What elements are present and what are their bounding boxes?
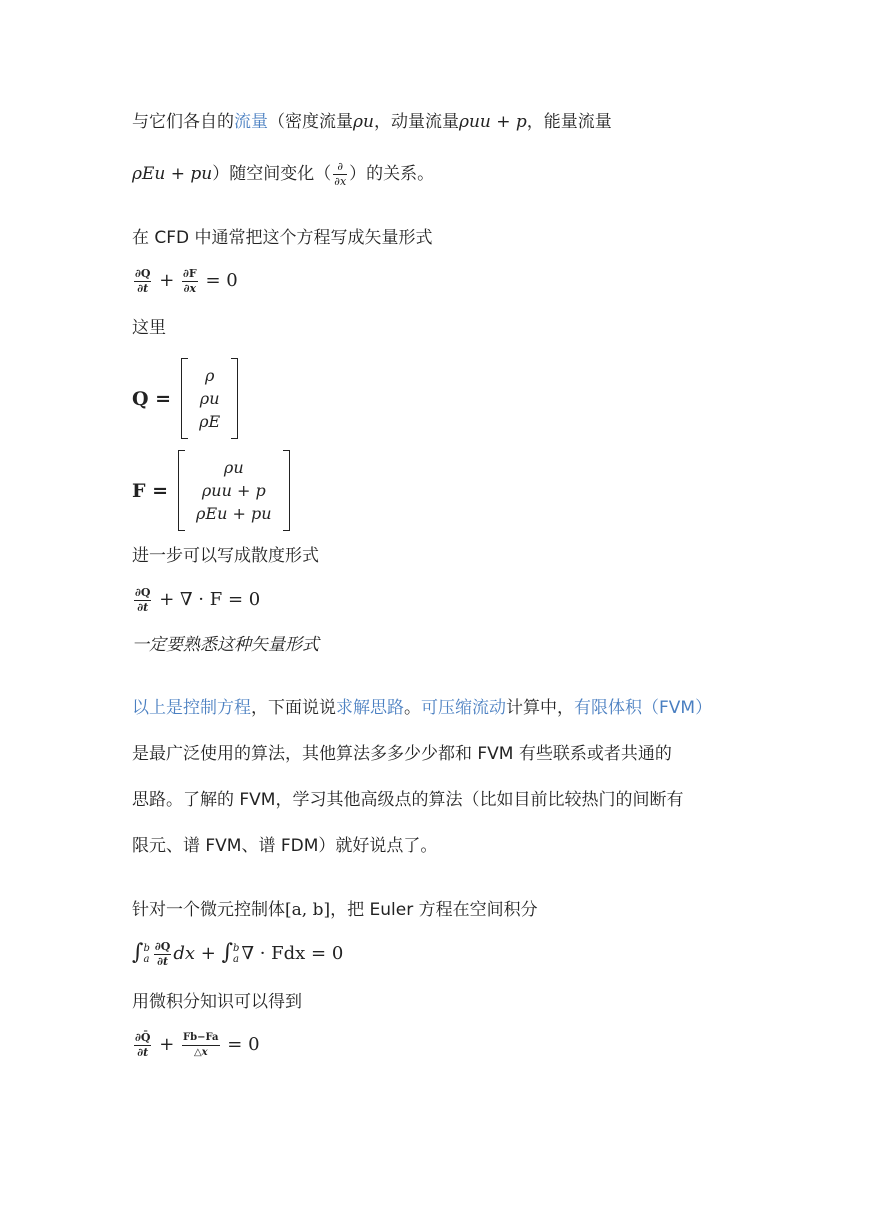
text: 针对一个微元控制体 <box>132 900 285 920</box>
divergence-equation <box>132 585 260 615</box>
para1-line1 <box>132 108 612 136</box>
text: ，把 Euler 方程在空间积分 <box>330 900 538 920</box>
integral-limits: b a <box>233 943 240 965</box>
matrix-Q <box>132 358 238 439</box>
matrix-Q-row: ρ <box>204 366 215 385</box>
matrix-F-row: ρEu + pu <box>196 504 272 523</box>
matrix-F-row: ρuu + p <box>201 481 266 500</box>
equation-rest: ∇ · Fdx = 0 <box>241 943 344 964</box>
para2-heading: 在 CFD 中通常把这个方程写成矢量形式 <box>132 228 433 248</box>
dF-dx-fraction: $\frac{\partial F}{\partial x}$ <box>183 266 197 295</box>
plus-sign: + <box>159 1034 175 1055</box>
divergence-heading: 进一步可以写成散度形式 <box>132 546 319 566</box>
matrix-Q-bracket <box>181 358 238 439</box>
fvm-link[interactable]: 有限体积（FVM） <box>574 698 713 718</box>
math-momentum-flux: ρuu + p <box>458 112 527 132</box>
matrix-Q-label: Q = <box>132 387 172 410</box>
plus-sign: + <box>159 270 175 291</box>
discrete-equation <box>132 1030 260 1060</box>
integral-equation <box>132 938 343 969</box>
para4-line2: 是最广泛使用的算法，其他算法多多少少都和 FVM 有些联系或者共通的 <box>132 744 672 764</box>
text: 。 <box>404 698 421 718</box>
partial-x-fraction: $\frac{\partial}{\partial x}$ <box>334 159 347 188</box>
para4-line1 <box>132 694 712 722</box>
dQbar-dt-fraction: $\frac{\partial Q̄}{\partial t}$ <box>135 1030 151 1059</box>
text: 计算中， <box>506 698 574 718</box>
integral-symbol: ∫ <box>221 940 234 965</box>
math-energy-flux: ρEu + pu <box>132 164 213 184</box>
text: ，下面说说 <box>251 698 336 718</box>
flux-difference-fraction: $\frac{Fb-Fa}{\triangle x}$ <box>183 1031 219 1058</box>
matrix-Q-row: ρE <box>199 412 221 431</box>
equation-rest: + ∇ · F = 0 <box>159 589 261 610</box>
matrix-Q-row: ρu <box>199 389 220 408</box>
text: （密度流量 <box>268 112 353 132</box>
compressible-flow-link[interactable]: 可压缩流动 <box>421 698 506 718</box>
flux-link[interactable]: 流量 <box>234 112 268 132</box>
integral-limits: b a <box>143 943 150 965</box>
equation-rhs: = 0 <box>227 1034 260 1055</box>
integral-symbol: ∫ <box>132 940 144 965</box>
para5-line3: 用微积分知识可以得到 <box>132 992 302 1012</box>
governing-equation-link[interactable]: 以上是控制方程 <box>132 698 251 718</box>
matrix-F-bracket <box>178 450 290 531</box>
text: ，能量流量 <box>526 112 612 132</box>
solution-idea-link[interactable]: 求解思路 <box>336 698 404 718</box>
text: ，动量流量 <box>373 112 459 132</box>
para4-line3: 思路。了解的 FVM，学习其他高级点的算法（比如目前比较热门的间断有 <box>132 790 684 810</box>
vector-equation <box>132 266 238 296</box>
dQ-dt-fraction: $\frac{\partial Q}{\partial t}$ <box>135 585 151 614</box>
text: ）的关系。 <box>349 164 435 184</box>
para4-line4: 限元、谱 FVM、谱 FDM）就好说点了。 <box>132 836 438 856</box>
math-rho-u: ρu <box>353 112 374 132</box>
matrix-F-label: F = <box>132 479 169 502</box>
text: ）随空间变化（ <box>212 164 332 184</box>
matrix-F <box>132 450 290 531</box>
para1-line2 <box>132 160 434 188</box>
dQ-dt-fraction: $\frac{\partial Q}{\partial t}$ <box>135 266 151 295</box>
matrix-F-row: ρu <box>223 458 244 477</box>
equation-rhs: = 0 <box>205 270 238 291</box>
equation-mid: dx + <box>173 943 216 964</box>
text: 与它们各自的 <box>132 112 234 132</box>
para5-line1 <box>132 896 538 924</box>
math-interval: [a, b] <box>285 900 331 920</box>
note-text: 一定要熟悉这种矢量形式 <box>132 635 319 655</box>
here-label: 这里 <box>132 318 166 338</box>
dQ-dt-fraction: $\frac{\partial Q}{\partial t}$ <box>154 939 171 968</box>
